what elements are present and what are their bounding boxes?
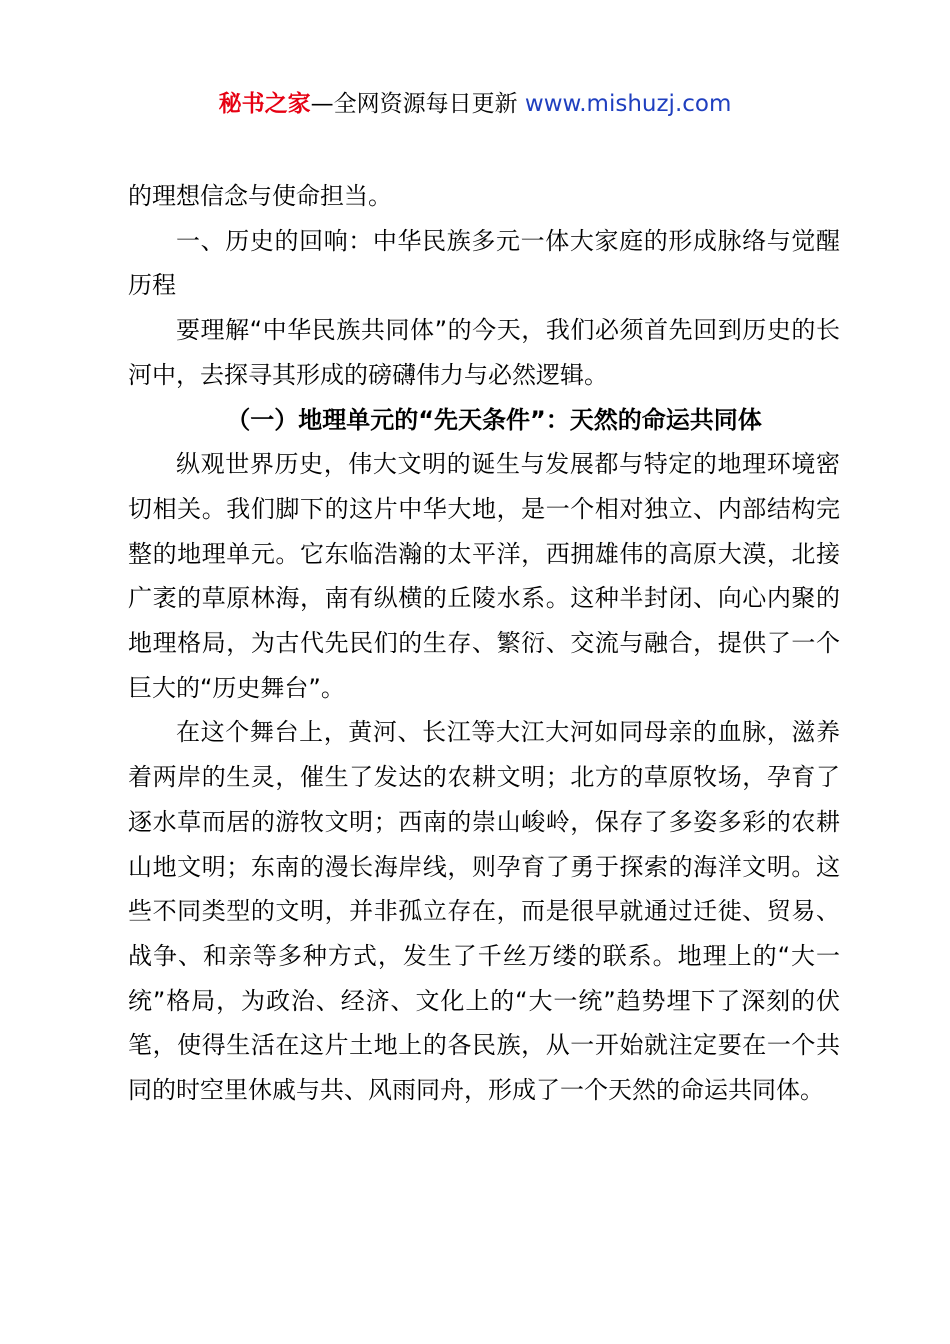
page-header [0,88,950,120]
subsection-heading: （一）地理单元的“先天条件”：天然的命运共同体 [226,405,762,434]
site-url[interactable]: www.mishuzj.com [524,91,732,117]
paragraph-geography: 纵观世界历史，伟大文明的诞生与发展都与特定的地理环境密切相关。我们脚下的这片中华大地，是一个相对独立、内部结构完整的地理单元。它东临浩瀚的太平洋，西拥雄伟的高原大漠，北接广袤的草原林海，南有纵横的丘陵水系。这种半封闭、向心内聚的地理格局，为古代先民们的生存、繁衍、交流与融合，提供了一个巨大的“历史舞台”。 [128,450,840,702]
section-heading: 一、历史的回响：中华民族多元一体大家庭的形成脉络与觉醒历程 [128,226,840,300]
site-tagline: —全网资源每日更新 [310,91,525,117]
paragraph-continuation: 的理想信念与使命担当。 [128,182,392,210]
site-brand: 秘书之家 [218,91,311,117]
document-body [128,174,840,1113]
paragraph-civilizations: 在这个舞台上，黄河、长江等大江大河如同母亲的血脉，滋养着两岸的生灵，催生了发达的农耕文明；北方的草原牧场，孕育了逐水草而居的游牧文明；西南的崇山峻岭，保存了多姿多彩的农耕山地文明；东南的漫长海岸线，则孕育了勇于探索的海洋文明。这些不同类型的文明，并非孤立存在，而是很早就通过迁徙、贸易、战争、和亲等多种方式，发生了千丝万缕的联系。地理上的“大一统”格局，为政治、经济、文化上的“大一统”趋势埋下了深刻的伏笔，使得生活在这片土地上的各民族，从一开始就注定要在一个共同的时空里休戚与共、风雨同舟，形成了一个天然的命运共同体。 [128,718,840,1105]
paragraph-intro: 要理解“中华民族共同体”的今天，我们必须首先回到历史的长河中，去探寻其形成的磅礴伟力与必然逻辑。 [128,316,840,389]
